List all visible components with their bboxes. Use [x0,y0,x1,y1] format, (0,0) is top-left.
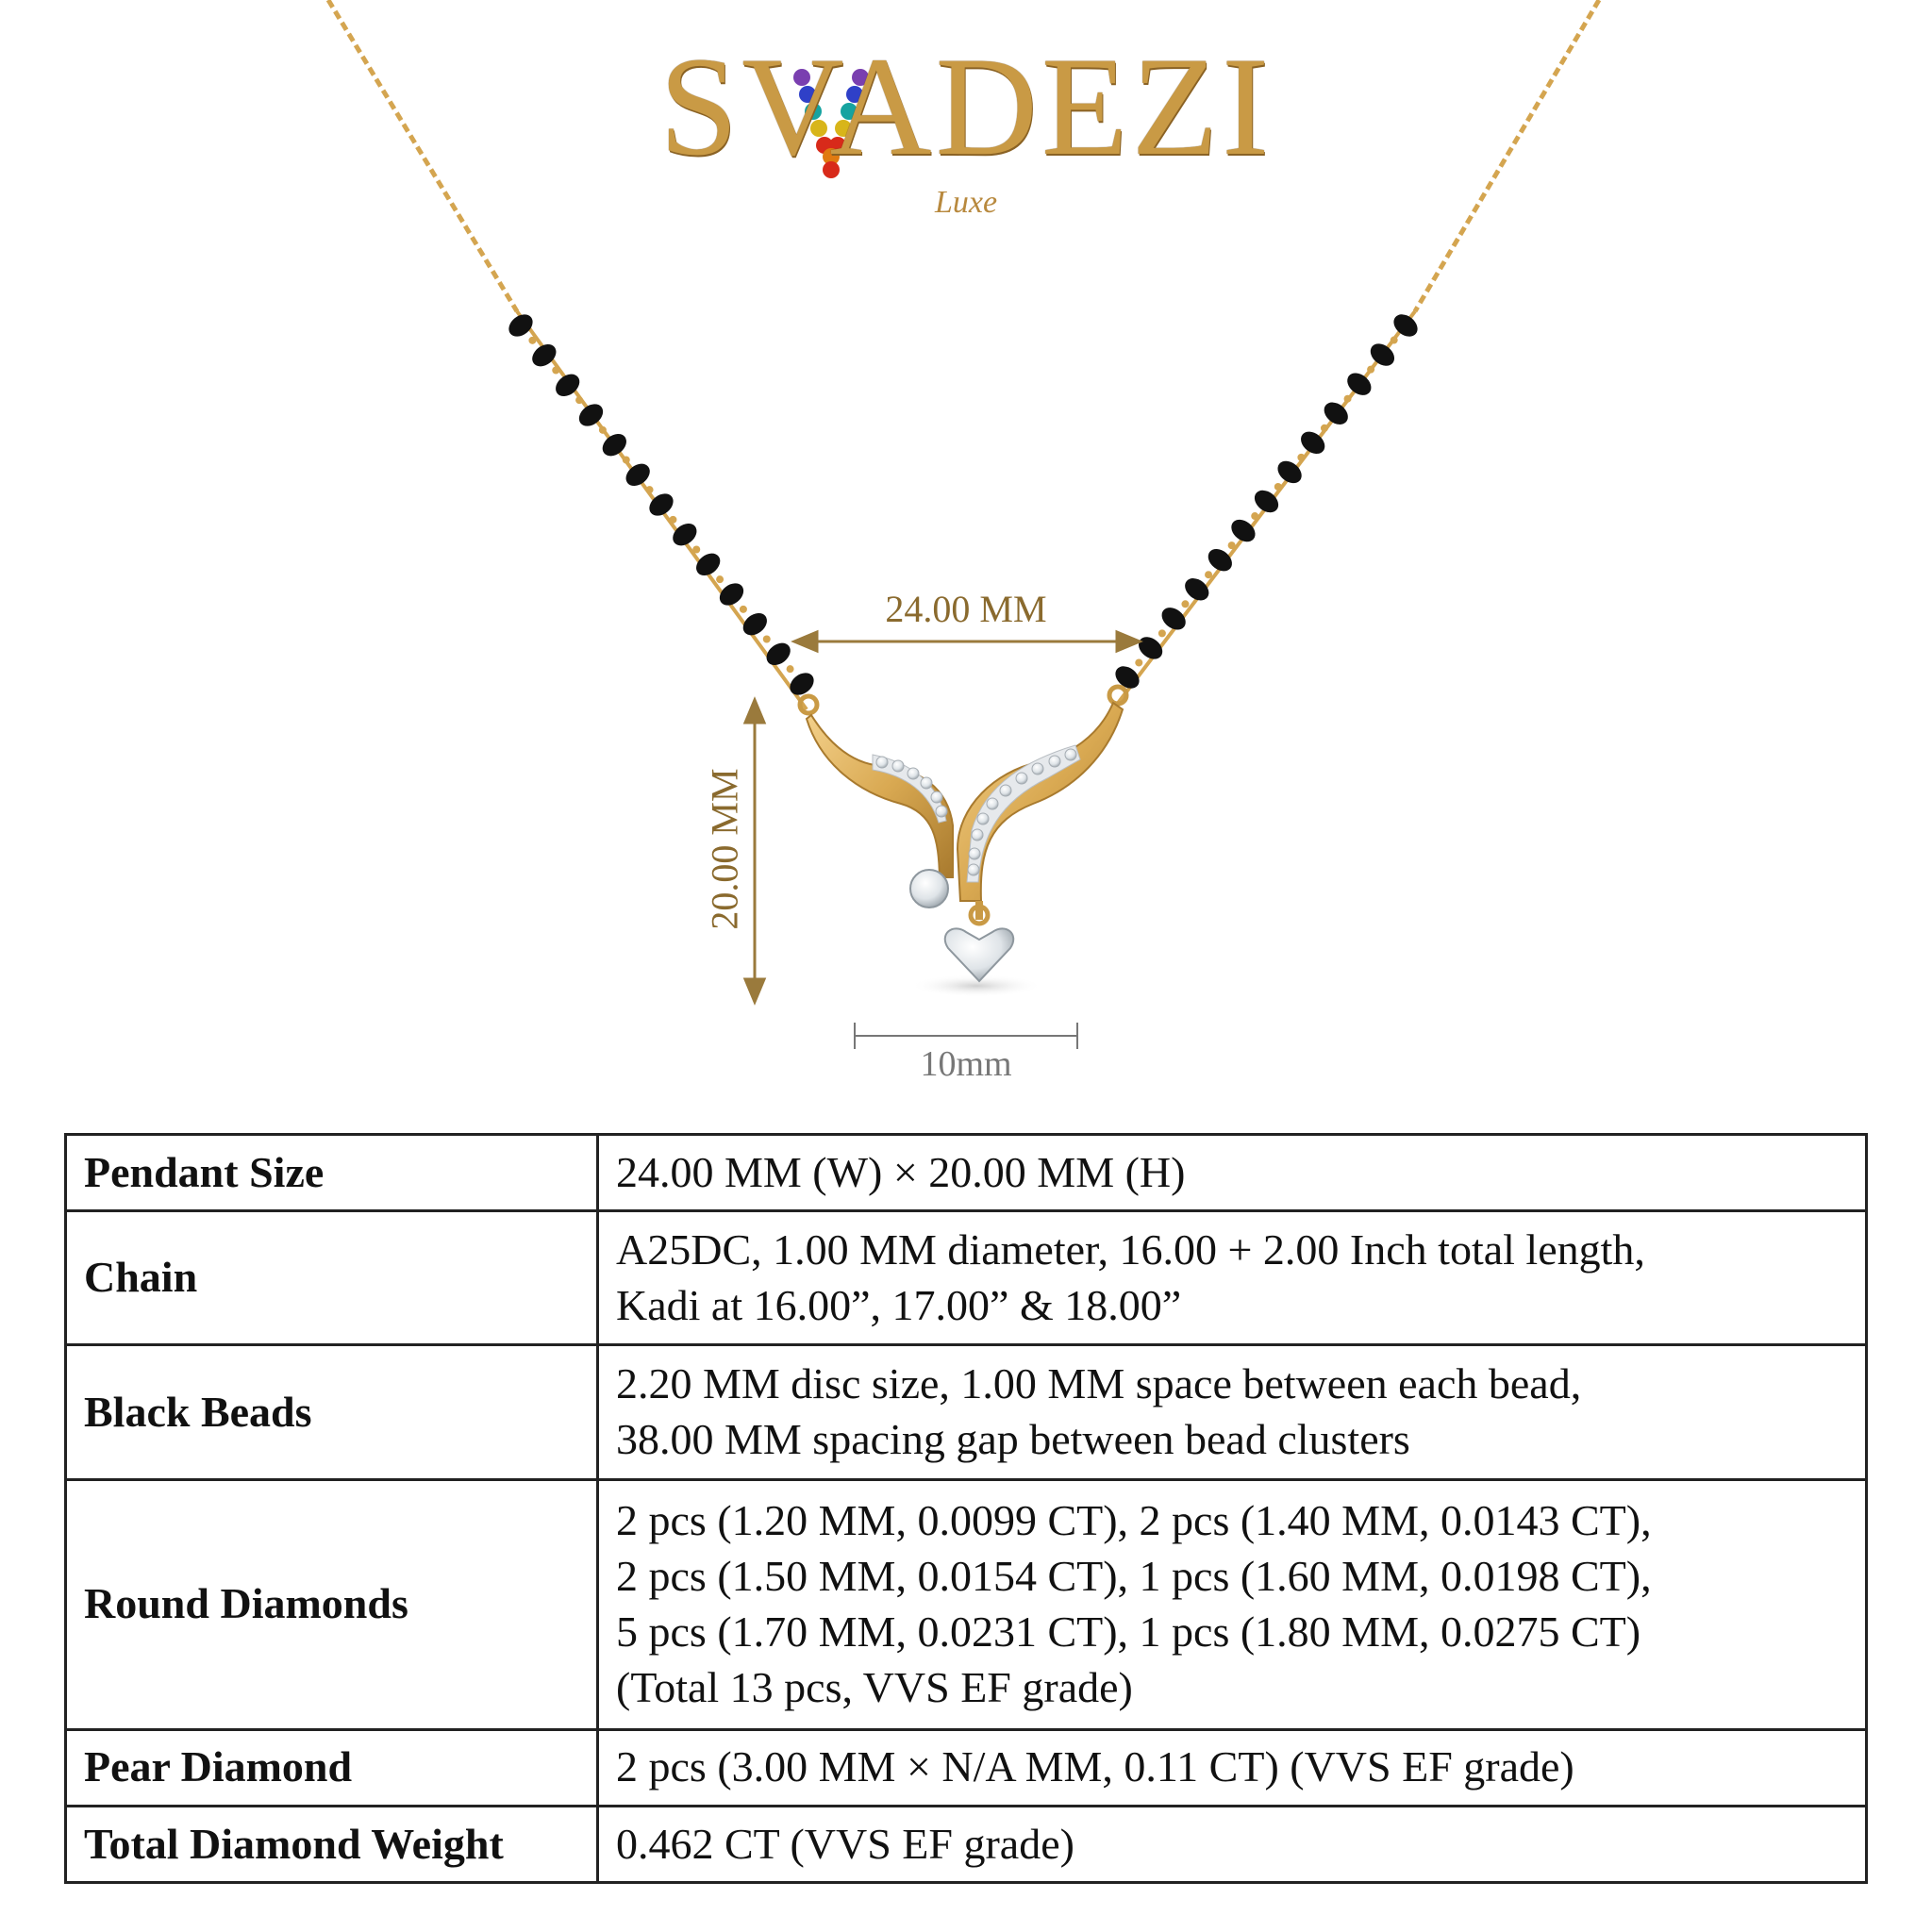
spec-label: Pendant Size [66,1135,598,1211]
table-row [66,1729,1867,1806]
spec-value: 2 pcs (3.00 MM × N/A MM, 0.11 CT) (VVS EF grade) [598,1729,1867,1806]
spec-label: Black Beads [66,1345,598,1479]
spec-value: 2.20 MM disc size, 1.00 MM space between each bead, 38.00 MM spacing gap between bead clusters [598,1345,1867,1479]
spec-value: A25DC, 1.00 MM diameter, 16.00 + 2.00 Inch total length, Kadi at 16.00”, 17.00” & 18.00” [598,1211,1867,1345]
solitaire-diamond [910,870,948,908]
width-dimension-label: 24.00 MM [885,588,1047,630]
table-row [66,1345,1867,1479]
black-beads-left [505,309,818,699]
table-row [66,1479,1867,1729]
scale-bar-label: 10mm [920,1044,1012,1084]
pendant [800,687,1126,997]
height-dimension-arrow [745,700,764,1002]
black-beads-right [1111,309,1422,692]
table-row [66,1211,1867,1345]
spec-value: 0.462 CT (VVS EF grade) [598,1806,1867,1882]
pear-diamond [945,928,1013,981]
brand-logo: SVADEZI [658,28,1274,185]
black-bead [786,668,818,699]
spec-label: Round Diamonds [66,1479,598,1729]
spec-value: 24.00 MM (W) × 20.00 MM (H) [598,1135,1867,1211]
brand-tagline: Luxe [934,185,998,220]
spec-label: Pear Diamond [66,1729,598,1806]
black-bead [598,429,630,460]
spec-value: 2 pcs (1.20 MM, 0.0099 CT), 2 pcs (1.40 MM, 0.0143 CT), 2 pcs (1.50 MM, 0.0154 CT), 1 pcs (1.60 MM, 0.0198 CT), 5 pcs (1.70 MM, 0.0231 CT), 1 pcs (1.80 MM, 0.0275 CT) (Total 13 pcs, VVS EF grade) [598,1479,1867,1729]
table-row [66,1135,1867,1211]
height-dimension-label: 20.00 MM [703,768,746,930]
specifications-table [64,1133,1868,1884]
spec-label: Chain [66,1211,598,1345]
spec-label: Total Diamond Weight [66,1806,598,1882]
table-row [66,1806,1867,1882]
width-dimension-arrow [794,632,1140,651]
pendant-right-arm [958,703,1123,901]
